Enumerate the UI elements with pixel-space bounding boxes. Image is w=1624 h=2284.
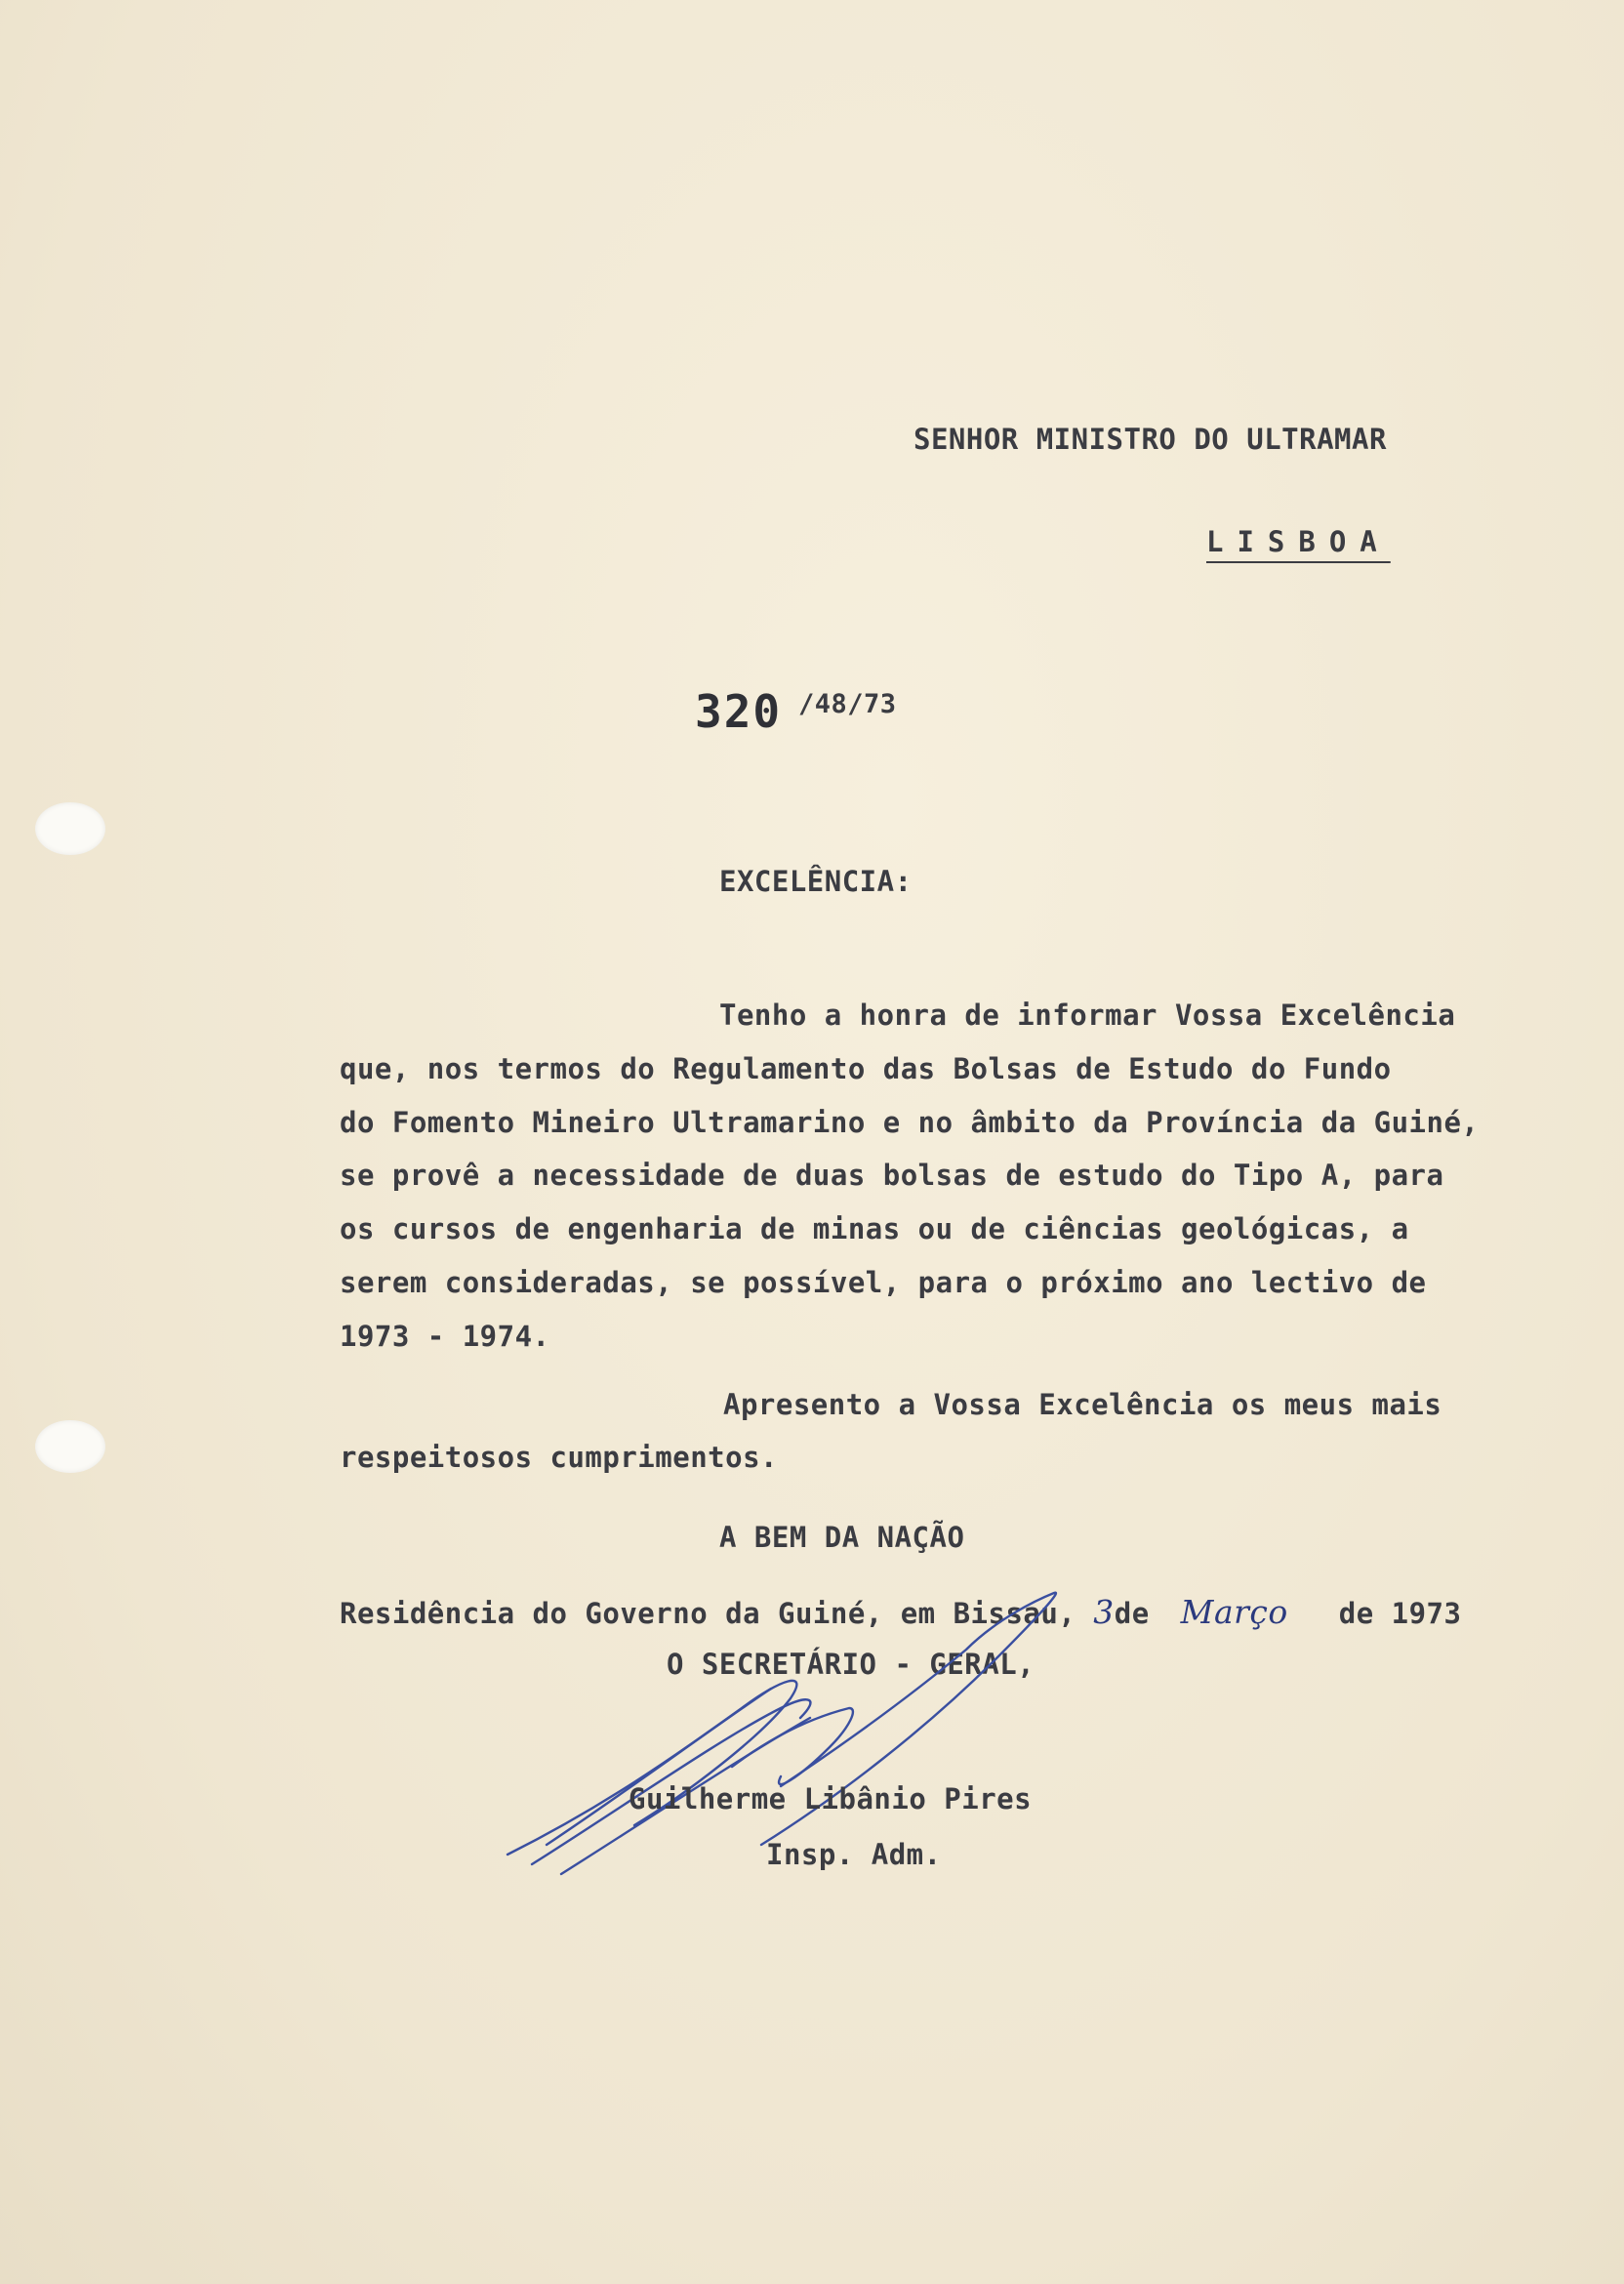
reference-suffix: /48/73 (798, 689, 897, 719)
body-line: serem consideradas, se possível, para o próximo ano lectivo de (340, 1266, 1427, 1299)
place-prefix: Residência do Governo da Guiné, em Bissau, (340, 1597, 1076, 1630)
date-de-2: de (1338, 1597, 1374, 1630)
body-line: os cursos de engenharia de minas ou de ciências geológicas, a (340, 1212, 1409, 1245)
signatory-rank: Insp. Adm. (766, 1838, 942, 1871)
date-year: 1973 (1391, 1597, 1462, 1630)
body-line: que, nos termos do Regulamento das Bolsas de Estudo do Fundo (340, 1052, 1392, 1085)
punch-hole-bottom (35, 1420, 105, 1473)
closing-formula: A BEM DA NAÇÃO (719, 1521, 965, 1554)
handwritten-signature (488, 1562, 1171, 1884)
signatory-name: Guilherme Libânio Pires (629, 1782, 1033, 1815)
body-line: 1973 - 1974. (340, 1320, 550, 1353)
reference-number: 320 (695, 685, 783, 738)
body-line: Tenho a honra de informar Vossa Excelência (719, 999, 1456, 1032)
signature-stroke (732, 1708, 853, 1784)
signatory-title: O SECRETÁRIO - GERAL, (667, 1648, 1035, 1681)
addressee: SENHOR MINISTRO DO ULTRAMAR (914, 423, 1387, 456)
punch-hole-top (35, 802, 105, 855)
body-line: se provê a necessidade de duas bolsas de estudo do Tipo A, para (340, 1159, 1444, 1192)
body-line: do Fomento Mineiro Ultramarino e no âmbito da Província da Guiné, (340, 1106, 1480, 1139)
regards-line: Apresento a Vossa Excelência os meus mais (723, 1388, 1442, 1421)
signature-stroke (508, 1681, 796, 1855)
date-de-1: de (1114, 1597, 1150, 1630)
regards-line: respeitosos cumprimentos. (340, 1441, 778, 1474)
signature-stroke (547, 1689, 771, 1845)
salutation: EXCELÊNCIA: (719, 865, 913, 898)
handwritten-month: Março (1180, 1593, 1288, 1631)
addressee-city: LISBOA (1206, 525, 1391, 558)
handwritten-day: 3 (1093, 1593, 1115, 1631)
